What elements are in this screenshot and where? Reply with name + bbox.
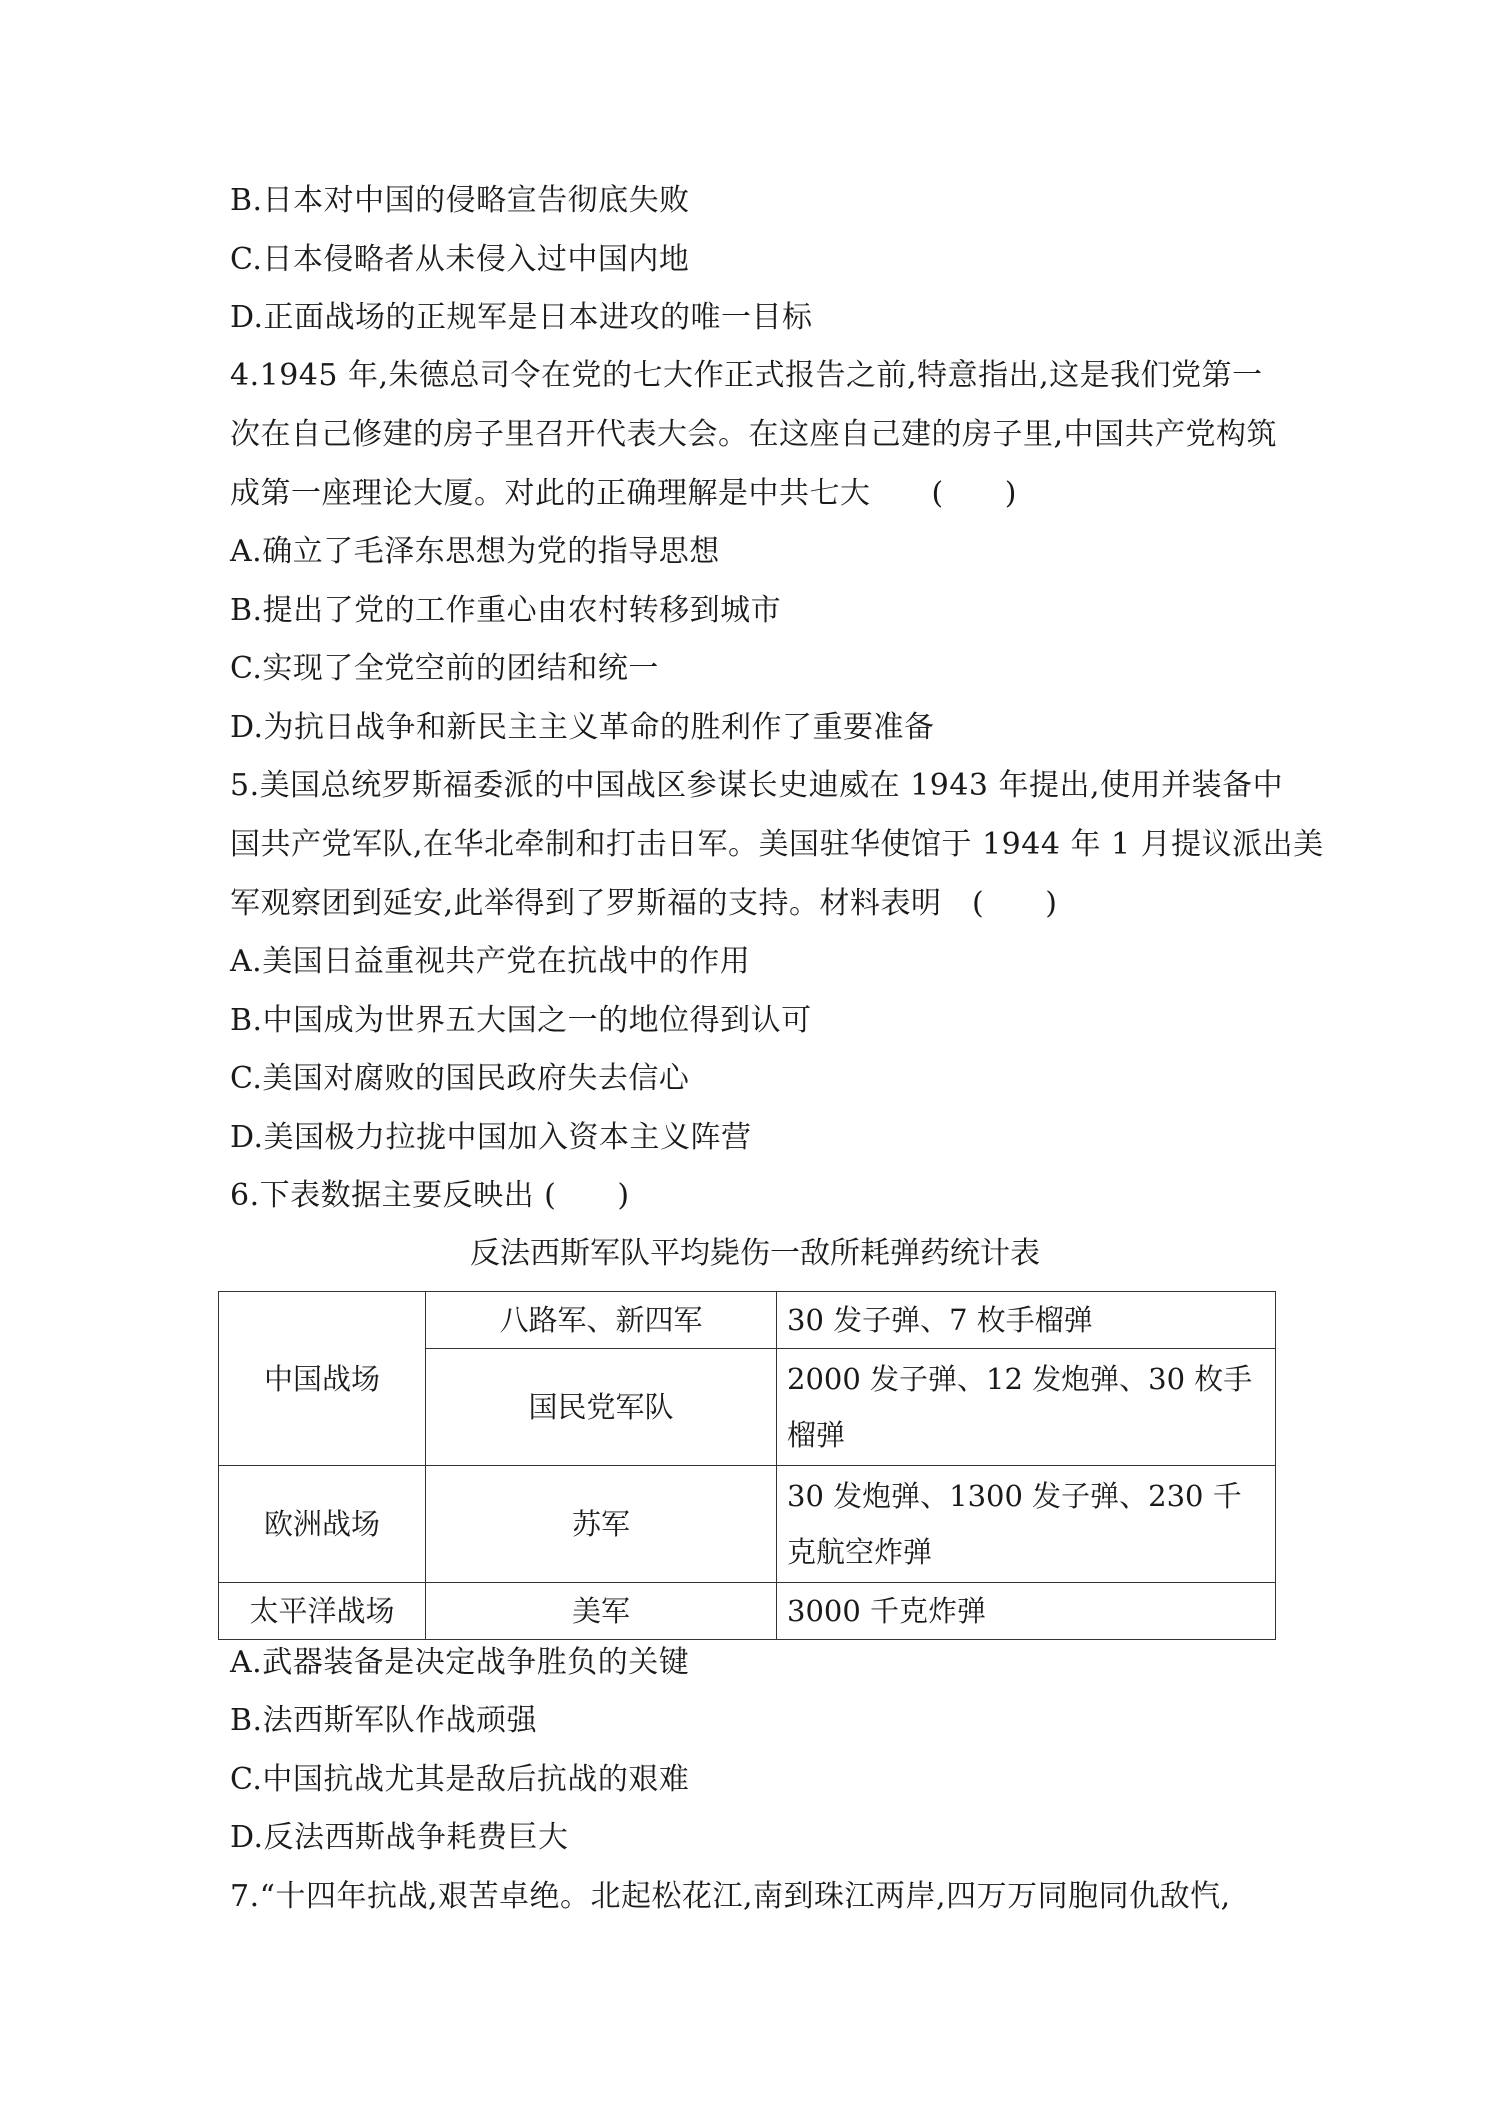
question-4-line-3: 成第一座理论大厦。对此的正确理解是中共七大 ( ) — [230, 476, 1017, 511]
option-4c: C.实现了全党空前的团结和统一 — [230, 651, 659, 686]
option-3b: B.日本对中国的侵略宣告彻底失败 — [230, 183, 690, 218]
option-5b: B.中国成为世界五大国之一的地位得到认可 — [230, 1003, 812, 1038]
table-caption: 反法西斯军队平均毙伤一敌所耗弹药统计表 — [470, 1236, 1040, 1271]
ammunition-stats-table — [218, 1291, 1276, 1640]
theater-cell-china: 中国战场 — [219, 1292, 426, 1466]
option-3d: D.正面战场的正规军是日本进攻的唯一目标 — [230, 300, 813, 335]
question-6-stem: 6.下表数据主要反映出 ( ) — [230, 1178, 630, 1213]
table-row — [219, 1583, 1276, 1640]
option-5c: C.美国对腐败的国民政府失去信心 — [230, 1061, 690, 1096]
army-cell: 苏军 — [426, 1466, 777, 1583]
question-4-line-1: 4.1945 年,朱德总司令在党的七大作正式报告之前,特意指出,这是我们党第一 — [230, 358, 1263, 393]
option-3c: C.日本侵略者从未侵入过中国内地 — [230, 242, 690, 277]
question-4-line-2: 次在自己修建的房子里召开代表大会。在这座自己建的房子里,中国共产党构筑 — [230, 417, 1278, 452]
question-7-line-1: 7.“十四年抗战,艰苦卓绝。北起松花江,南到珠江两岸,四万万同胞同仇敌忾, — [230, 1879, 1231, 1914]
ammo-cell: 3000 千克炸弹 — [777, 1583, 1276, 1640]
option-4a: A.确立了毛泽东思想为党的指导思想 — [230, 534, 720, 569]
option-6a: A.武器装备是决定战争胜负的关键 — [230, 1645, 690, 1680]
option-4d: D.为抗日战争和新民主主义革命的胜利作了重要准备 — [230, 710, 935, 745]
question-5-line-1: 5.美国总统罗斯福委派的中国战区参谋长史迪威在 1943 年提出,使用并装备中 — [230, 768, 1284, 803]
option-6c: C.中国抗战尤其是敌后抗战的艰难 — [230, 1762, 690, 1797]
option-5a: A.美国日益重视共产党在抗战中的作用 — [230, 944, 751, 979]
table-row — [219, 1466, 1276, 1583]
ammo-cell: 30 发炮弹、1300 发子弹、230 千克航空炸弹 — [777, 1466, 1276, 1583]
option-6b: B.法西斯军队作战顽强 — [230, 1703, 538, 1738]
ammo-cell: 30 发子弹、7 枚手榴弹 — [777, 1292, 1276, 1349]
army-cell: 国民党军队 — [426, 1349, 777, 1466]
ammo-cell: 2000 发子弹、12 发炮弹、30 枚手榴弹 — [777, 1349, 1276, 1466]
theater-cell-pacific: 太平洋战场 — [219, 1583, 426, 1640]
option-5d: D.美国极力拉拢中国加入资本主义阵营 — [230, 1120, 752, 1155]
army-cell: 美军 — [426, 1583, 777, 1640]
question-5-line-3: 军观察团到延安,此举得到了罗斯福的支持。材料表明 ( ) — [230, 886, 1058, 921]
theater-cell-europe: 欧洲战场 — [219, 1466, 426, 1583]
option-4b: B.提出了党的工作重心由农村转移到城市 — [230, 593, 782, 628]
table-row — [219, 1292, 1276, 1349]
option-6d: D.反法西斯战争耗费巨大 — [230, 1820, 569, 1855]
army-cell: 八路军、新四军 — [426, 1292, 777, 1349]
question-5-line-2: 国共产党军队,在华北牵制和打击日军。美国驻华使馆于 1944 年 1 月提议派出美 — [230, 827, 1324, 862]
